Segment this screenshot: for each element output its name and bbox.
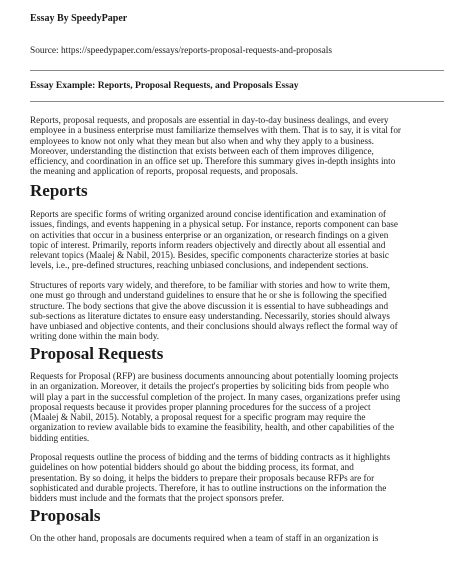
text-line: sophisticated and durable projects. Therefore, it has to outline instructions on the information the bbox=[30, 482, 387, 493]
text-line: levels, i.e., pre-defined structures, reaching unbiased conclusions, and independent sections. bbox=[30, 260, 369, 271]
text-line: in an organization. Moreover, it details the project's properties by soliciting bids from people who bbox=[30, 381, 389, 392]
text-line: On the other hand, proposals are documents required when a team of staff in an organization is bbox=[30, 533, 379, 543]
text-line: one must go through and understand guidelines to ensure that he or she is following the specified bbox=[30, 290, 387, 301]
text-line: Reports are specific forms of writing organized around concise identification and examination of bbox=[30, 209, 386, 219]
text-line: structure. The body sections that give the above discussion it is essential to have subheadings and bbox=[30, 300, 389, 311]
text-line: relevant topics (Maalej & Nabil, 2015). Besides, specific components characterize stories at basic bbox=[30, 250, 389, 261]
section-heading-proposal-requests: Proposal Requests bbox=[30, 344, 164, 363]
text-line: sub-sections as literature dictates to ensure easy understanding. Necessarily, stories should always bbox=[30, 310, 390, 321]
text-line: Structures of reports vary widely, and therefore, to be familiar with stories and how to write them, bbox=[30, 280, 390, 290]
text-line: Requests for Proposal (RFP) are business documents announcing about potentially looming projects bbox=[30, 371, 399, 381]
proposal-requests-paragraph-2 bbox=[30, 452, 444, 503]
text-line: efficiency, and coordination in an office set up. Therefore this summary gives in-depth insights into bbox=[30, 156, 396, 167]
text-line: topic of interest. Primarily, reports inform readers objectively and directly about all essential and bbox=[30, 239, 386, 250]
text-line: Proposal requests outline the process of bidding and the terms of bidding contracts as it highlights bbox=[30, 452, 391, 462]
text-line: will play a part in the successful completion of the project. In many cases, organizations prefer using bbox=[30, 391, 401, 402]
source-line: Source: https://speedypaper.com/essays/reports-proposal-requests-and-proposals bbox=[30, 46, 333, 56]
section-heading-reports: Reports bbox=[30, 181, 88, 200]
brand-title: Essay By SpeedyPaper bbox=[30, 13, 128, 24]
text-line: presentation. By so doing, it helps the bidders to prepare their proposals because RFPs are for bbox=[30, 472, 375, 483]
intro-paragraph bbox=[30, 115, 444, 177]
text-line: Reports, proposal requests, and proposals are essential in day-to-day business dealings, and every bbox=[30, 115, 389, 125]
text-line: writing done within the main body. bbox=[30, 331, 160, 342]
reports-paragraph-2 bbox=[30, 280, 444, 342]
divider-bottom bbox=[30, 101, 444, 102]
proposals-paragraph-1 bbox=[30, 533, 444, 543]
text-line: have unbiased and objective contents, and their conclusions should always reflect the formal way of bbox=[30, 321, 398, 332]
essay-title: Essay Example: Reports, Proposal Requests, and Proposals Essay bbox=[30, 80, 299, 91]
text-line: bidding entities. bbox=[30, 432, 90, 443]
section-heading-proposals: Proposals bbox=[30, 506, 101, 525]
reports-paragraph-1 bbox=[30, 209, 444, 271]
text-line: bidders must include and the formats that the project sponsors prefer. bbox=[30, 493, 284, 504]
text-line: (Maalej & Nabil, 2015). Notably, a proposal request for a specific program may require the bbox=[30, 412, 366, 423]
text-line: on activities that occur in a business enterprise or an organization, or research findings on a given bbox=[30, 229, 389, 240]
text-line: issues, findings, and events happening in a physical setup. For instance, reports component can base bbox=[30, 219, 398, 230]
divider-top bbox=[30, 70, 444, 71]
text-line: organization to review available bids to examine the feasibility, health, and other capabilities of the bbox=[30, 422, 395, 433]
text-line: the meaning and application of reports, proposal requests, and proposals. bbox=[30, 166, 298, 177]
text-line: Moreover, understanding the distinction that exists between each of them improves diligence, bbox=[30, 145, 374, 156]
text-line: guidelines on how potential bidders should go about the bidding process, its format, and bbox=[30, 462, 354, 473]
text-line: employee in a business enterprise must familiarize themselves with them. That is to say, it is vital for bbox=[30, 125, 401, 136]
text-line: employees to know not only what they mean but also when and why they apply to a business. bbox=[30, 135, 374, 146]
proposal-requests-paragraph-1 bbox=[30, 371, 444, 443]
text-line: proposal requests because it provides proper planning procedures for the success of a project bbox=[30, 401, 371, 412]
